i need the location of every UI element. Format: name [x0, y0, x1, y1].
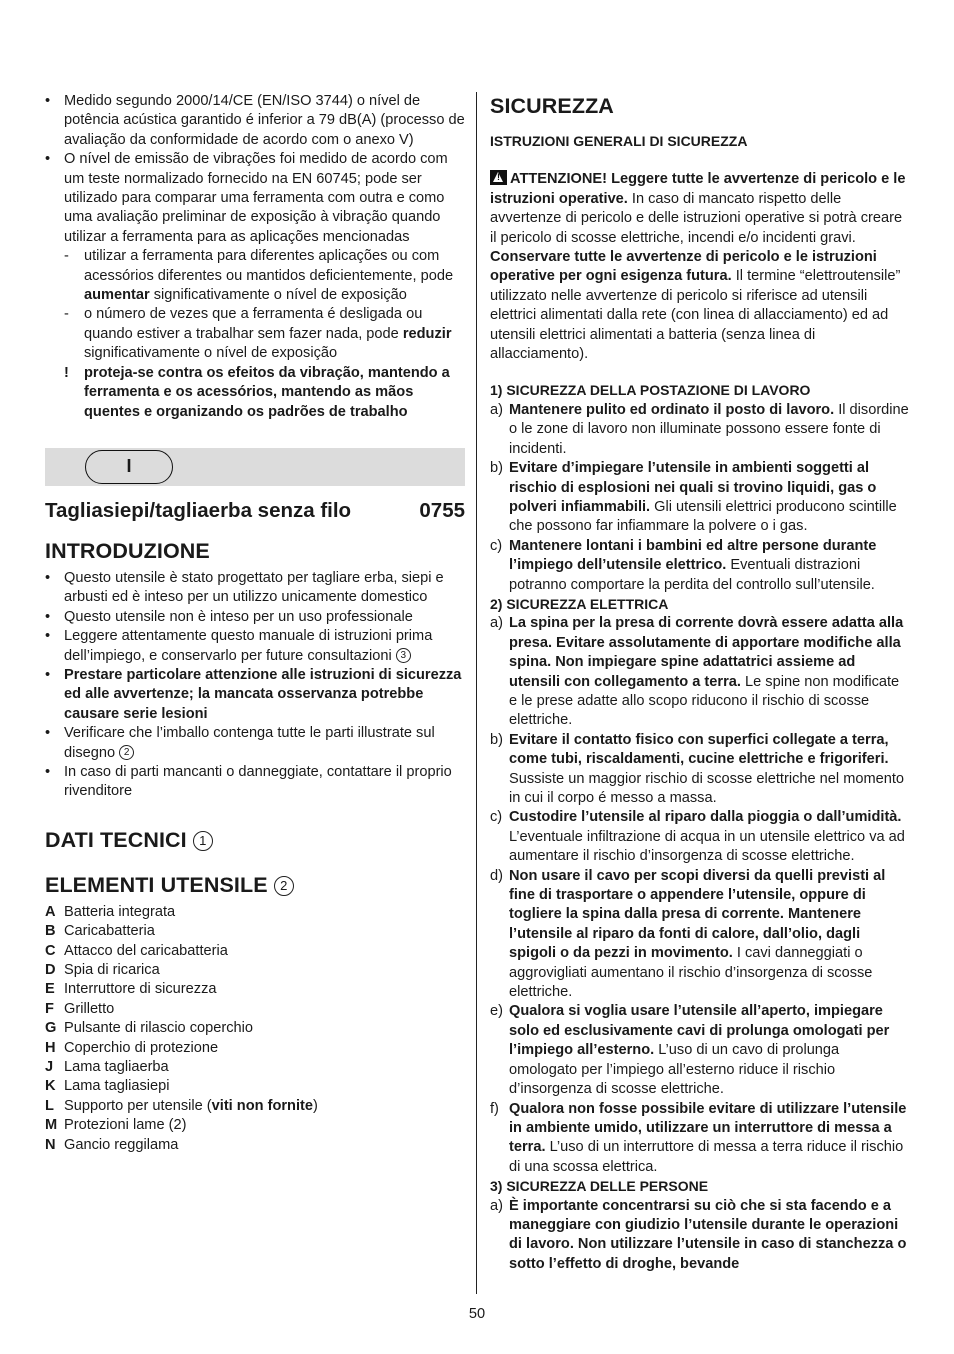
item-mark: e) [490, 1003, 503, 1020]
intro-item-4 [45, 666, 465, 724]
pt-bullet-list [45, 92, 465, 422]
figure-ref-1: 1 [193, 831, 213, 851]
product-name: Tagliasiepi/tagliaerba senza filo [45, 498, 352, 522]
part-letter: A [45, 903, 56, 920]
part-text: Protezioni lame (2) [64, 1117, 187, 1134]
part-item [45, 1116, 465, 1135]
section-3-title: 3) SICUREZZA DELLE PERSONE [490, 1178, 709, 1195]
part-letter: D [45, 962, 56, 978]
part-text: Grilletto [64, 1000, 115, 1017]
general-warning-paragraph [490, 170, 910, 364]
part-item [45, 980, 465, 999]
figure-ref-2-heading: 2 [274, 876, 294, 896]
item-text: I cavi danneggiati o aggrovigliati aumentano il rischio d’insorgenza di scosse elettriche. [509, 945, 873, 1001]
item-text: Gli utensili elettrici producono scintille che possono far infiammare la polvere o i gas. [509, 498, 897, 535]
parts-list [45, 903, 465, 1155]
part-text: Attacco del caricabatteria [64, 942, 228, 959]
safety-subheading: ISTRUZIONI GENERALI DI SICUREZZA [490, 133, 748, 149]
s2-item-e [490, 1002, 910, 1099]
s2-item-a [490, 614, 910, 730]
item-mark: d) [490, 867, 503, 884]
item-text: L’uso di un interruttore di messa a terra riduce il rischio di una scossa elettrica. [509, 1139, 904, 1175]
right-column [490, 92, 910, 1274]
item-text: Eventuali distrazioni potranno comportare la perdita del controllo sull’utensile. [509, 557, 875, 593]
item-bold: È importante concentrarsi su ciò che si sta facendo e a maneggiare con giudizio l’utensile durante le operazioni di lavoro. Non utilizzare l’utensile in caso di stanchezza o sotto l’effetto di droghe, bevande [509, 1197, 907, 1272]
item-bold: Evitare il contatto fisico con superfici collegate a terra, come tubi, riscaldamenti, cucine elettriche e frigoriferi. [509, 731, 889, 768]
part-letter: J [45, 1059, 54, 1076]
elementi-utensile-text: ELEMENTI UTENSILE [45, 872, 268, 897]
part-text: Lama tagliaerba [64, 1059, 169, 1076]
part-letter: N [45, 1136, 56, 1153]
pt-dash-2-post: significativamente o nível de exposição [84, 345, 338, 362]
intro-item-3 [45, 627, 465, 666]
section-1-title: 1) SICUREZZA DELLA POSTAZIONE DI LAVORO [490, 382, 811, 399]
sicurezza-heading: SICUREZZA [490, 94, 614, 118]
part-text: Lama tagliasiepi [64, 1078, 170, 1095]
pt-dash-1 [45, 247, 465, 305]
pt-dash-list [45, 247, 465, 422]
intro-item-3-text: Leggere attentamente questo manuale di istruzioni prima dell’impiego, e conservarlo per future consultazioni [64, 628, 433, 664]
dash-mark: - [64, 248, 69, 265]
language-code-pill: I [85, 450, 173, 484]
item-mark: a) [490, 1197, 503, 1214]
part-item-l [45, 1097, 465, 1116]
item-text: Sussiste un maggior rischio di scosse elettriche nel momento in cui il corpo é messo a massa. [509, 770, 905, 806]
s2-item-b [490, 731, 910, 809]
part-letter: H [45, 1039, 56, 1056]
pt-dash-1-bold: aumentar [84, 287, 150, 304]
part-letter: G [45, 1020, 57, 1037]
s3-item-a [490, 1197, 910, 1275]
warning-bold-2: Conservare tutte le avvertenze di pericolo e le istruzioni operative per ogni esigenza futura. [490, 249, 877, 285]
part-item [45, 942, 465, 961]
part-text: Coperchio di protezione [64, 1039, 219, 1056]
dati-tecnici-text: DATI TECNICI [45, 827, 187, 852]
part-letter: B [45, 923, 56, 940]
part-letter: E [45, 981, 55, 998]
item-mark: b) [490, 731, 503, 748]
item-mark: c) [490, 809, 503, 826]
item-bold: Qualora si voglia usare l’utensile all’aperto, impiegare solo ed esclusivamente cavi di prolunga omologati per l’impiego all’esterno. [509, 1003, 890, 1059]
item-mark: a) [490, 615, 503, 632]
pt-excl [45, 364, 465, 422]
intro-item-4-text: Prestare particolare attenzione alle istruzioni di sicurezza ed alle avvertenze; la mancata osservanza potrebbe causare serie lesioni [64, 666, 462, 722]
part-letter: K [45, 1078, 56, 1095]
warning-text-2: Il termine “elettroutensile” utilizzato nelle avvertenze di pericolo si riferisce ad utensili elettrici alimentati dalla rete (con linea di allacciamento) ed ad utensili elettrici alimentati a batteria (senza linea di allacciamento). [490, 268, 901, 363]
item-mark: f) [490, 1100, 499, 1117]
intro-list [45, 569, 465, 802]
pt-bullet-2-text: O nível de emissão de vibrações foi medido de acordo com um teste normalizado fornecido na EN 60745; pode ser utilizado para comparar uma ferramenta com outra e como uma avaliação preliminar de exposição à vibração quando utilizar a ferramenta para as aplicações mencionadas [64, 151, 448, 245]
pt-dash-2-pre: o número de vezes que a ferramenta é desligada ou quando estiver a trabalhar sem fazer nada, pode [84, 306, 423, 342]
product-code: 0755 [419, 498, 465, 522]
part-item [45, 903, 465, 922]
excl-mark: ! [64, 364, 69, 381]
part-text: Interruttore di sicurezza [64, 981, 217, 998]
item-bold: Custodire l’utensile al riparo dalla pioggia o dall’umidità. [509, 809, 902, 826]
part-item [45, 922, 465, 941]
item-text: Il disordine o le zone di lavoro non illuminate possono essere fonte di incidenti. [509, 401, 909, 457]
item-bold: Qualora non fosse possibile evitare di utilizzare l’utensile in ambiente umido, utilizzare un interruttore di messa a terra. [509, 1100, 907, 1156]
part-l-pre: Supporto per utensile ( [64, 1097, 212, 1114]
intro-item-2: • Questo utensile non è inteso per un uso professionale [45, 608, 465, 627]
language-band [45, 448, 465, 486]
part-item [45, 1000, 465, 1019]
figure-ref-3: 3 [396, 648, 411, 663]
intro-item-5-text: Verificare che l’imballo contenga tutte le parti illustrate sul disegno [64, 725, 435, 761]
elementi-utensile-heading [45, 871, 465, 899]
part-item [45, 1039, 465, 1058]
s2-item-f [490, 1100, 910, 1178]
part-letter: L [45, 1097, 54, 1114]
part-l-bold: viti non fornite [211, 1097, 313, 1114]
pt-dash-1-post: significativamente o nível de exposição [149, 287, 407, 304]
dash-mark: - [64, 306, 69, 323]
column-divider [476, 92, 477, 1294]
item-mark: c) [490, 537, 503, 554]
item-bold: Mantenere pulito ed ordinato il posto di lavoro. [509, 401, 835, 418]
warning-text-1: In caso di mancato rispetto delle avvertenze di pericolo e delle istruzioni operative si potrà creare il pericolo di scosse elettriche, incendi e/o incidenti gravi. [490, 190, 903, 246]
part-text: Batteria integrata [64, 903, 176, 920]
part-text: Gancio reggilama [64, 1136, 179, 1153]
s1-item-b [490, 459, 910, 537]
part-text: Caricabatteria [64, 923, 155, 940]
figure-ref-2: 2 [119, 745, 134, 760]
item-text: L’eventuale infiltrazione di acqua in un utensile elettrico va ad aumentare il rischio d’insorgenza di scosse elettriche. [509, 828, 905, 865]
s1-item-a [490, 401, 910, 459]
left-column [45, 92, 465, 1155]
page-number: 50 [468, 1306, 486, 1322]
warning-triangle-icon [490, 170, 507, 185]
part-text: Spia di ricarica [64, 962, 160, 978]
intro-item-5 [45, 724, 465, 763]
part-item [45, 1058, 465, 1077]
pt-bullet-2 [45, 150, 465, 422]
item-mark: b) [490, 460, 503, 477]
item-text: Le spine non modificate e le prese adatte allo scopo riducono il rischio di scosse elettriche. [509, 673, 900, 729]
section-2-title: 2) SICUREZZA ELETTRICA [490, 595, 669, 612]
part-item [45, 1019, 465, 1038]
warning-bold-1: ATTENZIONE! Leggere tutte le avvertenze di pericolo e le istruzioni operative. [490, 171, 906, 207]
part-item [45, 1136, 465, 1155]
pt-excl-text: proteja-se contra os efeitos da vibração, mantendo a ferramenta e os acessórios, mantendo as mãos quentes e organizando os padrões de trabalho [84, 364, 450, 420]
intro-item-1: • Questo utensile è stato progettato per tagliare erba, siepi e arbusti ed è inteso per un utilizzo unicamente domestico [45, 569, 465, 608]
product-title [45, 498, 465, 524]
part-item [45, 961, 465, 980]
pt-dash-2-bold: reduzir [402, 325, 452, 342]
part-letter: M [45, 1117, 58, 1134]
item-mark: a) [490, 401, 503, 418]
pt-dash-2 [45, 305, 465, 363]
part-text: Pulsante di rilascio coperchio [64, 1020, 254, 1037]
item-text: L’uso di un cavo di prolunga omologato per l’impiego all’esterno riduce il rischio d’insorgenza di scosse elettriche. [509, 1042, 840, 1098]
s2-item-d [490, 867, 910, 1003]
item-bold: Non usare il cavo per scopi diversi da quelli previsti al fine di trasportare o appendere l’utensile, oppure di togliere la spina dalla presa di corrente. Mantenere l’utensile al riparo da fonti di calore, dall’olio, dagli spigoli o da pezzi in movimento. [509, 867, 886, 962]
pt-bullet-1: • Medido segundo 2000/14/CE (EN/ISO 3744) o nível de potência acústica garantido é inferior a 79 dB(A) (processo de avaliação da conformidade de acordo com o anexo V) [45, 92, 465, 150]
intro-heading: INTRODUZIONE [45, 538, 210, 563]
s2-item-c [490, 808, 910, 866]
part-letter: C [45, 942, 56, 959]
part-letter: F [45, 1000, 54, 1017]
item-bold: Mantenere lontani i bambini ed altre persone durante l’impiego dell’utensile elettrico. [509, 537, 877, 574]
dati-tecnici-heading [45, 826, 465, 854]
s1-item-c [490, 537, 910, 595]
item-bold: La spina per la presa di corrente dovrà essere adatta alla presa. Evitare assolutamente di apportare modifiche alla spina. Non impiegare spine adattatrici assieme ad utensili con collegamento a terra. [509, 615, 904, 690]
part-item [45, 1077, 465, 1096]
intro-item-6: • In caso di parti mancanti o danneggiate, contattare il proprio rivenditore [45, 763, 465, 802]
item-bold: Evitare d’impiegare l’utensile in ambienti soggetti al rischio di esplosioni nei quali si trovino liquidi, gas o polveri infiammabili. [509, 460, 877, 515]
part-l-post: ) [313, 1097, 318, 1114]
pt-dash-1-pre: utilizar a ferramenta para diferentes aplicações ou com acessórios diferentes ou mantidos deficientemente, pode [84, 248, 454, 284]
